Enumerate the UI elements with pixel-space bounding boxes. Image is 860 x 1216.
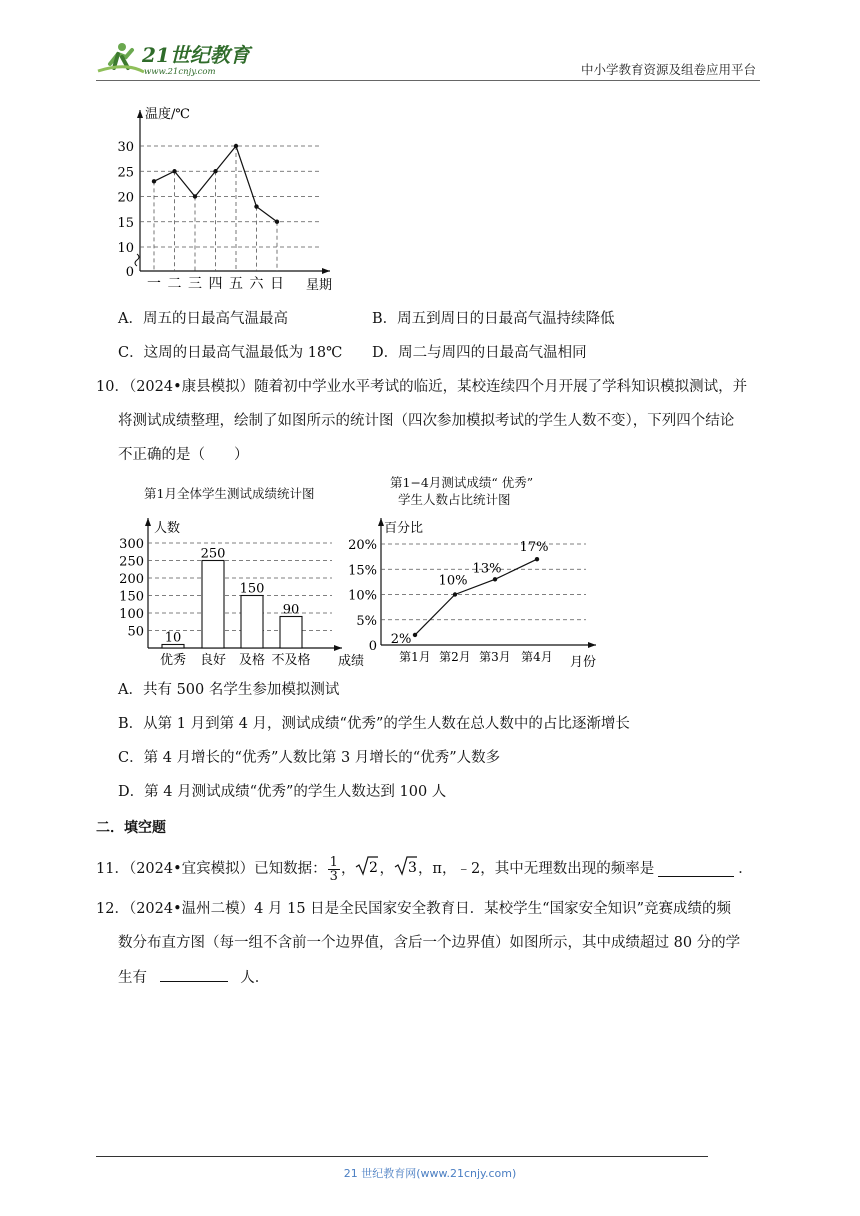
y-axis-label: 人数 [154, 521, 181, 536]
x-tick-label: 第3月 [479, 650, 511, 664]
bar-value-label: 150 [239, 581, 265, 597]
excellent-ratio-line-chart [340, 512, 630, 672]
x-tick-label: 日 [270, 276, 284, 292]
point-value-label: 2% [390, 631, 412, 647]
header-divider [96, 80, 760, 81]
q12-line3-start: 生有 [118, 970, 147, 986]
x-tick-label: 五 [229, 276, 243, 292]
y-tick-label: 20 [117, 190, 134, 206]
q10-option-b: B．从第 1 月到第 4 月，测试成绩“优秀”的学生人数在总人数中的占比逐渐增长 [118, 716, 630, 732]
y-tick-label: 150 [119, 589, 144, 605]
temperature-line-chart [110, 100, 360, 295]
q11-line: 11．（2024•宜宾模拟）已知数据： $\frac{1}{3}$ ， 2 ， 3 ，π，﹣2，其中无理数出现的频率是 ． [96, 854, 753, 884]
y-tick-label: 15% [348, 563, 377, 579]
temperature-series-line [154, 146, 277, 222]
x-tick-label: 优秀 [159, 653, 187, 668]
x-tick-label: 及格 [238, 653, 266, 668]
y-tick-label: 0 [125, 265, 134, 280]
data-point [275, 220, 279, 224]
section-title: 二．填空题 [96, 820, 166, 836]
bar-value-label: 10 [164, 630, 182, 646]
q11-fraction-denominator: 3 [329, 868, 338, 884]
x-tick-label: 第2月 [439, 650, 471, 664]
q11-end: ． [738, 861, 753, 877]
bar-value-label: 90 [282, 602, 300, 618]
q10-option-c: C．第 4 月增长的“优秀”人数比第 3 月增长的“优秀”人数多 [118, 750, 501, 766]
point-value-label: 17% [519, 540, 549, 556]
y-axis-label: 温度/℃ [145, 107, 190, 122]
q12-answer-blank[interactable] [160, 967, 228, 982]
data-point [152, 179, 156, 183]
x-tick-label: 不及格 [271, 653, 311, 668]
y-tick-label: 200 [119, 572, 144, 587]
q10-stem-line2: 将测试成绩整理，绘制了如图所示的统计图（四次参加模拟考试的学生人数不变），下列四个结论 [118, 413, 735, 429]
bar-chart-title: 第1月全体学生测试成绩统计图 [144, 486, 315, 501]
y-tick-label: 10 [117, 241, 134, 256]
data-point [234, 144, 238, 148]
y-tick-label: 50 [127, 624, 144, 640]
q11-rest: ，π，﹣2，其中无理数出现的频率是 [417, 861, 655, 877]
data-point [493, 577, 497, 581]
y-axis-arrow [145, 518, 151, 526]
bar [241, 596, 263, 649]
line-chart-title-1: 第1−4月测试成绩“ 优秀” [390, 475, 534, 490]
data-point [413, 633, 417, 637]
y-tick-label: 300 [119, 537, 144, 552]
data-point [453, 592, 457, 596]
svg-text:2: 2 [369, 860, 379, 876]
q9-option-a: A．周五的日最高气温最高 [118, 311, 288, 327]
data-point [172, 169, 176, 173]
x-tick-label: 良好 [199, 653, 227, 668]
x-tick-label: 第1月 [399, 650, 431, 664]
q11-answer-blank[interactable] [658, 862, 734, 877]
q9-option-b: B．周五到周日的日最高气温持续降低 [372, 311, 615, 327]
q11-sqrt-2 [355, 855, 379, 883]
q12-stem-line3 [118, 967, 269, 988]
x-tick-label: 第4月 [521, 650, 553, 664]
q12-stem-line1: 12．（2024•温州二模）4 月 15 日是全民国家安全教育日．某校学生“国家安全知识”竞赛成绩的频 [96, 901, 731, 917]
point-value-label: 13% [472, 561, 502, 577]
bar [280, 617, 302, 649]
y-tick-label: 15 [117, 215, 134, 231]
x-tick-label: 六 [249, 276, 264, 292]
bar [202, 561, 224, 649]
x-axis-label: 月份 [570, 655, 597, 670]
q10-option-a: A．共有 500 名学生参加模拟测试 [118, 682, 340, 698]
q11-fraction [328, 856, 340, 883]
logo-sub-text: www.21cnjy.com [144, 67, 216, 77]
site-logo [96, 38, 266, 78]
y-tick-label: 20% [348, 538, 377, 553]
y-axis-arrow [137, 110, 143, 118]
line-chart-title-2: 学生人数占比统计图 [398, 492, 511, 507]
x-axis-arrow [588, 642, 596, 648]
y-tick-label: 10% [348, 588, 377, 604]
y-tick-label: 100 [119, 607, 144, 622]
x-tick-label: 四 [208, 276, 223, 292]
logo-main-text: 21世纪教育 [142, 43, 250, 67]
bar-value-label: 250 [200, 546, 226, 562]
data-point [193, 194, 197, 198]
q10-stem-line1: 10．（2024•康县模拟）随着初中学业水平考试的临近，某校连续四个月开展了学科知识模拟测试，并 [96, 379, 748, 395]
x-tick-label: 一 [147, 276, 161, 292]
y-tick-label: 30 [117, 140, 134, 155]
q11-sqrt-3 [394, 855, 418, 883]
x-axis-label: 星期 [306, 278, 333, 293]
q9-option-d: D．周二与周四的日最高气温相同 [372, 345, 587, 361]
x-axis-label: 成绩 [338, 654, 365, 669]
q9-option-c: C．这周的日最高气温最低为 18℃ [118, 345, 343, 361]
x-tick-label: 二 [167, 276, 182, 292]
q11-fraction-numerator: 1 [329, 854, 338, 870]
q10-stem-line3: 不正确的是（ ） [118, 447, 249, 463]
x-tick-label: 三 [188, 276, 202, 292]
footer-text: 21 世纪教育网(www.21cnjy.com) [343, 1167, 517, 1180]
y-axis-label: 百分比 [384, 521, 424, 536]
q12-stem-line2: 数分布直方图（每一组不含前一个边界值，含后一个边界值）如图所示，其中成绩超过 80 分的学 [118, 935, 741, 951]
y-tick-label: 5% [356, 613, 377, 629]
q10-option-d: D．第 4 月测试成绩“优秀”的学生人数达到 100 人 [118, 784, 447, 800]
data-point [254, 204, 258, 208]
logo-runner-icon [96, 38, 266, 78]
data-point [213, 169, 217, 173]
point-value-label: 10% [438, 573, 468, 589]
data-point [535, 557, 539, 561]
platform-name: 中小学教育资源及组卷应用平台 [580, 62, 756, 77]
axis-break-mark [135, 254, 139, 266]
y-tick-label: 25 [117, 165, 134, 181]
y-tick-label: 250 [119, 554, 144, 570]
x-axis-arrow [322, 268, 330, 274]
q12-line3-end: 人． [240, 970, 270, 986]
svg-text:3: 3 [407, 860, 417, 876]
footer-divider [96, 1156, 708, 1157]
grade-bar-chart [110, 512, 370, 672]
q11-prefix: 11．（2024•宜宾模拟）已知数据： [96, 861, 327, 877]
y-tick-label: 0 [368, 639, 377, 654]
